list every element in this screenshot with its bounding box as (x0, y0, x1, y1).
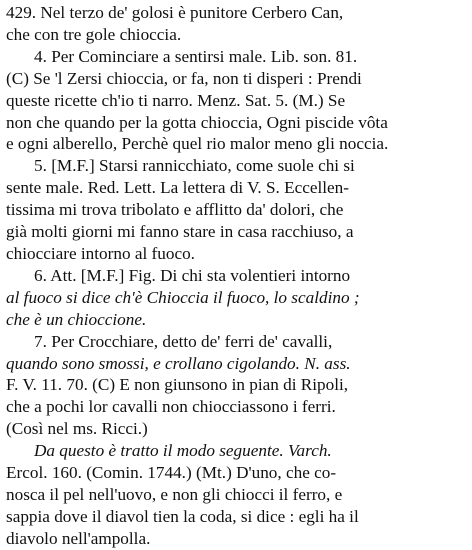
text-line: tissima mi trova tribolato e afflitto da' dolori, che (6, 200, 344, 220)
sense-7 (6, 331, 468, 441)
text-line: che a pochi lor cavalli non chiocciassono i ferri. (6, 397, 336, 417)
text-line: 7. Per Crocchiare, detto de' ferri de' cavalli, (34, 331, 333, 351)
text-line: Ercol. 160. (Comin. 1744.) (Mt.) D'uno, che co- (6, 463, 337, 483)
text-line: Da questo è tratto il modo seguente. Varch. (34, 441, 332, 461)
sense-6 (6, 265, 468, 331)
text-line: 6. Att. [M.F.] Fig. Di chi sta volentieri intorno (34, 265, 351, 285)
text-line: diavolo nell'ampolla. (6, 528, 151, 548)
text-line: che con tre gole chioccia. (6, 24, 182, 44)
text-line: 429. Nel terzo de' golosi è punitore Cerbero Can, (6, 3, 344, 22)
text-line: sappia dove il diavol tien la coda, si dice : egli ha il (6, 506, 359, 526)
text-line: sente male. Red. Lett. La lettera di V. S. Eccellen- (6, 178, 349, 198)
sense-5 (6, 155, 468, 265)
text-line: che è un chioccione. (6, 309, 147, 329)
text-line: al fuoco si dice ch'è Chioccia il fuoco, lo scaldino ; (6, 287, 360, 307)
text-line: e ogni alberello, Perchè quel rio malor meno gli noccia. (6, 134, 389, 154)
text-line: non che quando per la gotta chioccia, Ogni piscide vôta (6, 112, 388, 132)
text-line: F. V. 11. 70. (C) E non giunsono in pian di Ripoli, (6, 375, 349, 395)
entry-continuation-429 (6, 2, 468, 46)
text-line: già molti giorni mi fanno stare in casa racchiuso, a (6, 222, 354, 242)
text-line: quando sono smossi, e crollano cigolando. N. ass. (6, 353, 351, 373)
text-line: queste ricette ch'io ti narro. Menz. Sat. 5. (M.) Se (6, 90, 346, 110)
sense-4 (6, 46, 468, 156)
text-line: (Così nel ms. Ricci.) (6, 419, 148, 439)
text-line: 5. [M.F.] Starsi rannicchiato, come suole chi si (34, 156, 355, 176)
idiom-paragraph (6, 440, 468, 550)
text-line: 4. Per Cominciare a sentirsi male. Lib. son. 81. (34, 46, 358, 66)
text-line: chiocciare intorno al fuoco. (6, 243, 195, 263)
text-line: nosca il pel nell'uovo, e non gli chiocci il ferro, e (6, 484, 343, 504)
text-line: (C) Se 'l Zersi chioccia, or fa, non ti disperi : Prendi (6, 68, 362, 88)
